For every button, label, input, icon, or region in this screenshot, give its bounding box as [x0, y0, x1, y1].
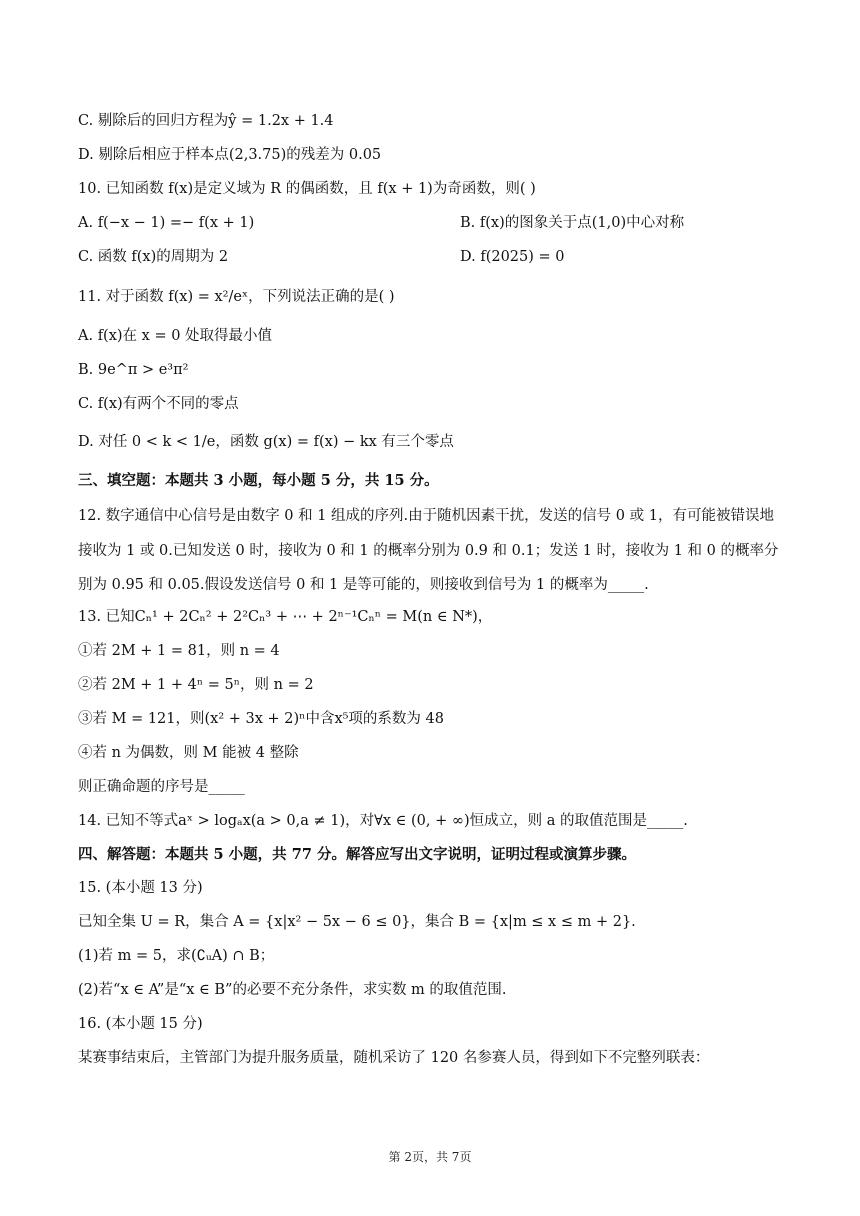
- page-footer: 第 2页，共 7页: [388, 1150, 472, 1164]
- question-14: 14. 已知不等式aˣ > logₐx(a > 0,a ≠ 1)，对∀x ∈ (0, + ∞)恒成立，则 a 的取值范围是_____.: [78, 813, 688, 829]
- question-10: 10. 已知函数 f(x)是定义域为 R 的偶函数，且 f(x + 1)为奇函数，则( ): [78, 181, 536, 197]
- option-10a: A. f(−x − 1) =− f(x + 1): [78, 215, 255, 231]
- option-10b: B. f(x)的图象关于点(1,0)中心对称: [460, 215, 685, 231]
- option-10d: D. f(2025) = 0: [460, 249, 565, 265]
- question-13-ask: 则正确命题的序号是_____: [78, 779, 245, 795]
- question-16-header: 16. (本小题 15 分): [78, 1016, 203, 1032]
- statement-13-3: ③若 M = 121，则(x² + 3x + 2)ⁿ中含x⁵项的系数为 48: [78, 711, 444, 727]
- options-10-row1: [78, 213, 685, 233]
- statement-13-1: ①若 2M + 1 = 81，则 n = 4: [78, 643, 280, 659]
- section-heading-fill-in: 三、填空题：本题共 3 小题，每小题 5 分，共 15 分。: [78, 472, 439, 489]
- question-12-line1: 12. 数字通信中心信号是由数字 0 和 1 组成的序列.由于随机因素干扰，发送的信号 0 或 1，有可能被错误地: [78, 508, 774, 524]
- question-15-part1: (1)若 m = 5，求(∁ᵤA) ∩ B；: [78, 948, 275, 964]
- question-15-body: 已知全集 U = R，集合 A = {x|x² − 5x − 6 ≤ 0}，集合 B = {x|m ≤ x ≤ m + 2}.: [78, 914, 636, 930]
- options-10-row2: [78, 247, 565, 267]
- statement-13-2: ②若 2M + 1 + 4ⁿ = 5ⁿ，则 n = 2: [78, 677, 314, 693]
- question-13: 13. 已知Cₙ¹ + 2Cₙ² + 2²Cₙ³ + ⋯ + 2ⁿ⁻¹Cₙⁿ = M(n ∈ N*)，: [78, 609, 493, 625]
- option-9c: C. 剔除后的回归方程为ŷ = 1.2x + 1.4: [78, 113, 334, 129]
- option-9d: D. 剔除后相应于样本点(2,3.75)的残差为 0.05: [78, 147, 382, 163]
- option-11c: C. f(x)有两个不同的零点: [78, 396, 239, 412]
- question-15-header: 15. (本小题 13 分): [78, 880, 203, 896]
- option-10c: C. 函数 f(x)的周期为 2: [78, 249, 229, 265]
- question-12-line2: 接收为 1 或 0.已知发送 0 时，接收为 0 和 1 的概率分别为 0.9 和 0.1；发送 1 时，接收为 1 和 0 的概率分: [78, 543, 779, 559]
- option-11d: D. 对任 0 < k < 1/e，函数 g(x) = f(x) − kx 有三个零点: [78, 434, 454, 450]
- question-12-line3: 别为 0.95 和 0.05.假设发送信号 0 和 1 是等可能的，则接收到信号为 1 的概率为_____.: [78, 577, 649, 593]
- question-11: 11. 对于函数 f(x) = x²/eˣ，下列说法正确的是( ): [78, 289, 395, 305]
- question-15-part2: (2)若“x ∈ A”是“x ∈ B”的必要不充分条件，求实数 m 的取值范围.: [78, 982, 507, 998]
- statement-13-4: ④若 n 为偶数，则 M 能被 4 整除: [78, 745, 299, 761]
- section-heading-solutions: 四、解答题：本题共 5 小题，共 77 分。解答应写出文字说明，证明过程或演算步骤。: [78, 846, 636, 863]
- question-16-body: 某赛事结束后，主管部门为提升服务质量，随机采访了 120 名参赛人员，得到如下不完整列联表：: [78, 1050, 710, 1066]
- option-11a: A. f(x)在 x = 0 处取得最小值: [78, 328, 273, 344]
- option-11b: B. 9e^π > e³π²: [78, 362, 189, 378]
